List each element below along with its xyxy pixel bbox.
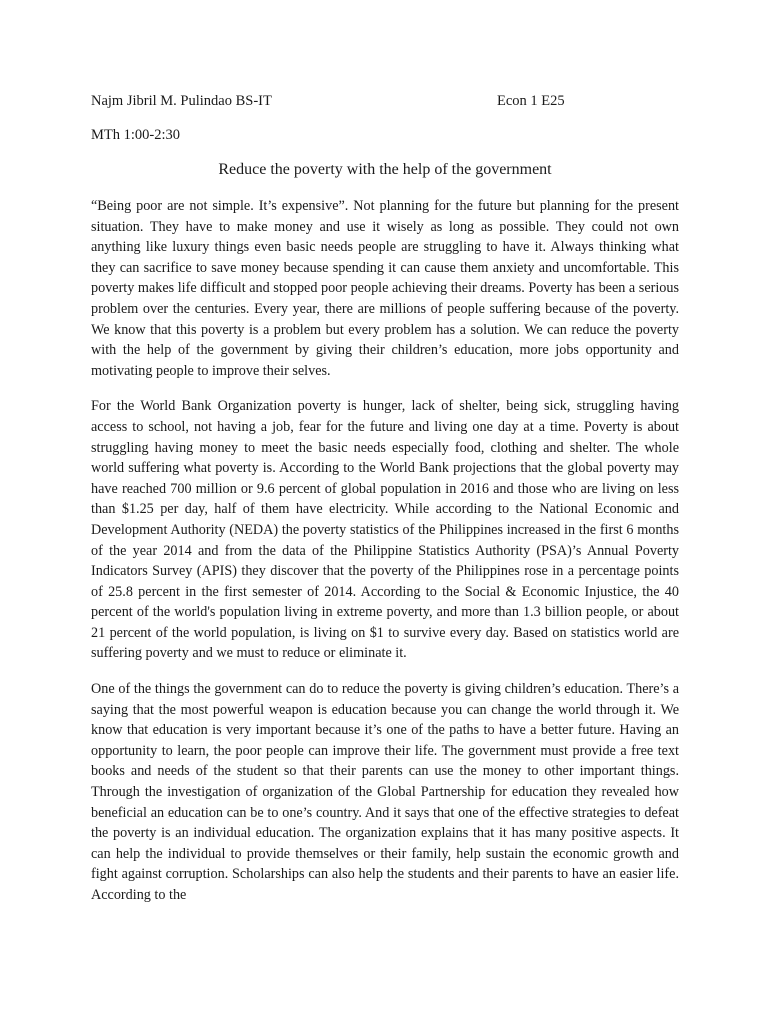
author-line: Najm Jibril M. Pulindao BS-IT [91, 93, 272, 109]
essay-title: Reduce the poverty with the help of the government [218, 161, 552, 178]
paragraph-intro: “Being poor are not simple. It’s expensive”. Not planning for the future but planning for the present situation. They have to make money and use it wisely as long as possible. They could not own anything like luxury things even basic needs people are struggling to have it. Always thinking what they can sacrifice to save money because spending it can cause them anxiety and uncomfortable. This poverty makes life difficult and stopped poor people achieving their dreams. Poverty has been a serious problem over the centuries. Every year, there are millions of people suffering because of the poverty. We know that this poverty is a problem but every problem has a solution. We can reduce the poverty with the help of the government by giving their children’s education, more jobs opportunity and motivating people to improve their selves. [91, 198, 679, 379]
essay-body [91, 196, 679, 921]
schedule-line: MTh 1:00-2:30 [91, 127, 181, 143]
paragraph-education: One of the things the government can do to reduce the poverty is giving children’s education. There’s a saying that the most powerful weapon is education because you can change the world through it. We know that education is very important because it’s one of the paths to have a better future. Having an opportunity to learn, the poor people can improve their life. The government must provide a free text books and needs of the student so that their parents can use the money to other important things. Through the investigation of organization of the Global Partnership for education they revealed how beneficial an education can be to one’s country. And it says that one of the effective strategies to defeat the poverty is an individual education. The organization explains that it has many positive aspects. It can help the individual to provide themselves or their family, help sustain the economic growth and fight against corruption. Scholarships can also help the students and their parents to have an easier life. According to the [91, 681, 679, 903]
course-line: Econ 1 E25 [497, 93, 565, 109]
paragraph-statistics: For the World Bank Organization poverty is hunger, lack of shelter, being sick, struggling having access to school, not having a job, fear for the future and living one day at a time. Poverty is about struggling having money to meet the basic needs especially food, clothing and shelter. The whole world suffering what poverty is. According to the World Bank projections that the global poverty may have reached 700 million or 9.6 percent of global population in 2016 and those who are living on less than $1.25 per day, half of them have electricity. While according to the National Economic and Development Authority (NEDA) the poverty statistics of the Philippines increased in the first 6 months of the year 2014 and from the data of the Philippine Statistics Authority (PSA)’s Annual Poverty Indicators Survey (APIS) they discover that the poverty of the Philippines rose in a percentage points of 25.8 percent in the first semester of 2014. According to the Social & Economic Injustice, the 40 percent of the world's population living in extreme poverty, and more than 1.3 billion people, or about 21 percent of the world population, is living on $1 to survive every day. Based on statistics world are suffering poverty and we must to reduce or eliminate it. [91, 398, 679, 662]
